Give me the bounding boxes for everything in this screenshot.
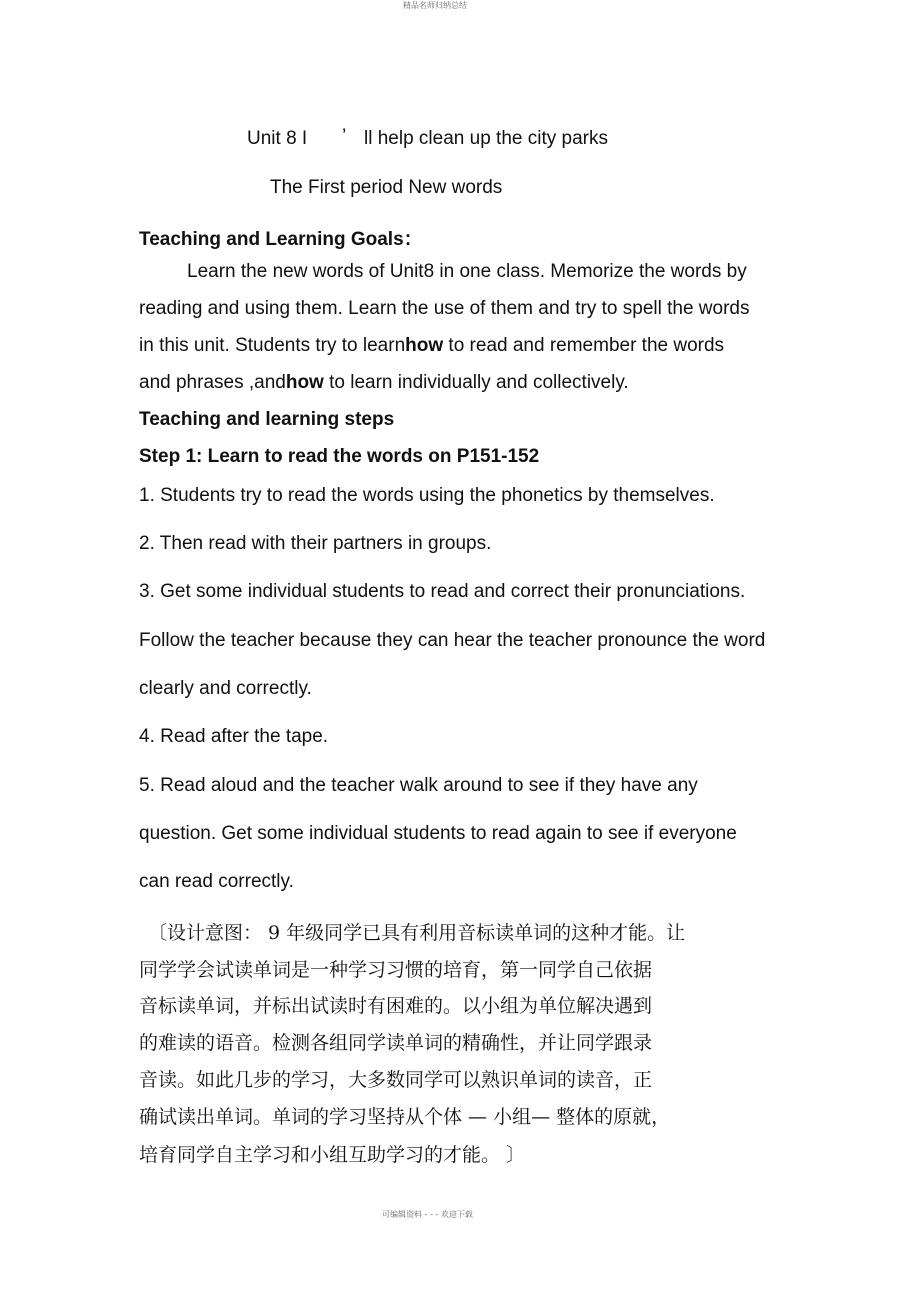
page-header: 精品名师归纳总结: [403, 1, 467, 10]
step-item: can read correctly.: [139, 871, 294, 892]
step1-heading: Step 1: Learn to read the words on P151-152: [139, 446, 540, 467]
bold-how: how: [405, 335, 444, 356]
step-item: question. Get some individual students to read again to see if everyone: [139, 823, 737, 844]
design-line: 培育同学自主学习和小组互助学习的才能。 〕: [139, 1144, 526, 1166]
step-item: 5. Read aloud and the teacher walk around to see if they have any: [139, 775, 698, 796]
design-line: 音读。如此几步的学习，大多数同学可以熟识单词的读音，正: [139, 1069, 653, 1091]
page-footer: 可编辑资料 - - - 欢迎下载: [382, 1210, 473, 1219]
text: to learn individually and collectively.: [323, 372, 629, 393]
subtitle: The First period New words: [270, 177, 503, 198]
design-line: 音标读单词，并标出试读时有困难的。以小组为单位解决遇到: [139, 995, 653, 1017]
goals-line: [139, 335, 724, 357]
design-line: 确试读出单词。单词的学习坚持从个体 — 小组— 整体的原就，: [139, 1106, 671, 1128]
step-item: 4. Read after the tape.: [139, 726, 329, 747]
design-line: 同学学会试读单词是一种学习习惯的培育，第一同学自己依据: [139, 959, 653, 981]
goals-line: Learn the new words of Unit8 in one class. Memorize the words by: [187, 261, 747, 282]
step-item: clearly and correctly.: [139, 678, 312, 699]
text: in this unit. Students try to learn: [139, 335, 406, 356]
step-item: 2. Then read with their partners in groups.: [139, 533, 492, 554]
step-item: 1. Students try to read the words using the phonetics by themselves.: [139, 485, 715, 506]
steps-heading: Teaching and learning steps: [139, 409, 395, 430]
goals-line: reading and using them. Learn the use of them and try to spell the words: [139, 298, 750, 319]
step-item: Follow the teacher because they can hear the teacher pronounce the word: [139, 630, 766, 651]
title-part2: ll help clean up the city parks: [364, 128, 608, 149]
title-apostrophe: ’: [342, 126, 347, 147]
title-part1: Unit 8 I: [247, 128, 308, 149]
goals-heading: Teaching and Learning Goals：: [139, 229, 423, 250]
design-line: 的难读的语音。检测各组同学读单词的精确性，并让同学跟录: [139, 1032, 653, 1054]
design-line: 〔设计意图： 9 年级同学已具有利用音标读单词的这种才能。让: [148, 922, 686, 944]
text: to read and remember the words: [443, 335, 725, 356]
step-item: 3. Get some individual students to read and correct their pronunciations.: [139, 581, 746, 602]
goals-line: [139, 372, 629, 394]
text: and phrases ,and: [139, 372, 286, 393]
bold-how: how: [285, 372, 324, 393]
